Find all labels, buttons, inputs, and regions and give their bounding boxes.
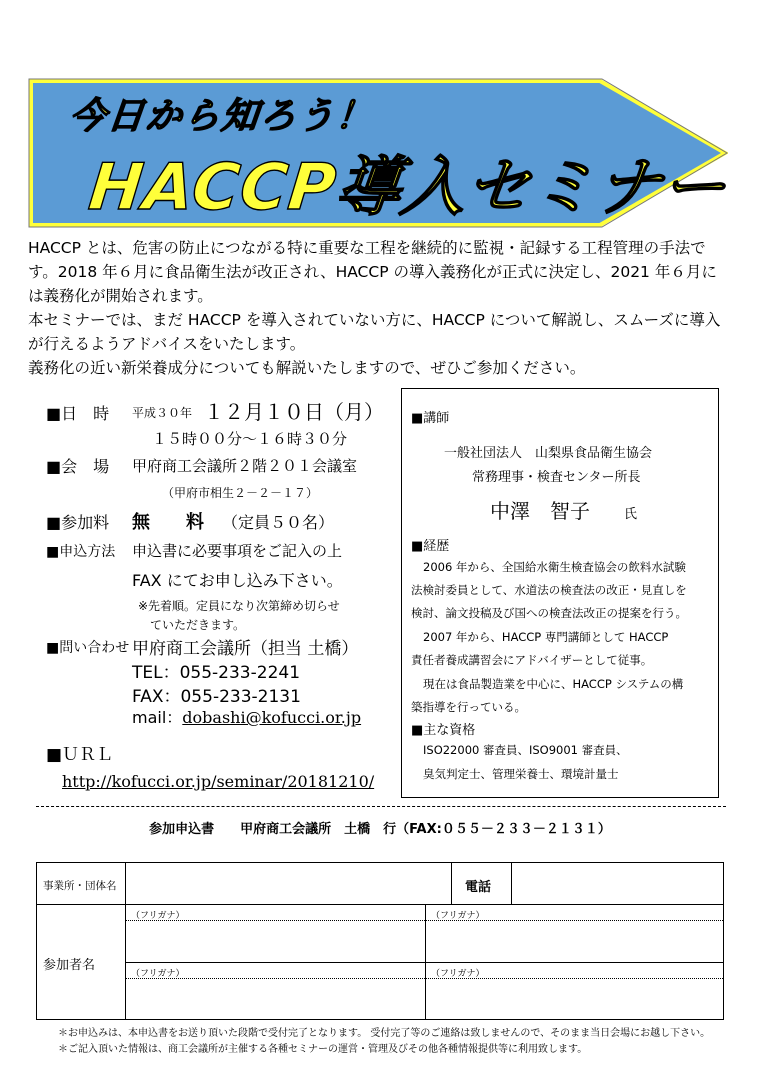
apply-label: ■申込方法 — [46, 544, 116, 560]
mail-link[interactable]: dobashi@kofucci.or.jp — [182, 708, 362, 727]
banner-title: HACCP導入セミナー — [85, 151, 731, 225]
furigana-divider — [125, 978, 723, 979]
career-line: 検討、論文投稿及び国への検査法改正の提案を行う。 — [411, 606, 687, 620]
contact-tel: TEL：055-233-2241 — [132, 663, 301, 683]
contact-org: 甲府商工会議所（担当 土橋） — [132, 639, 359, 659]
note-line: ＊お申込みは、本申込書をお送り頂いた段階で受付完了となります。 受付完了等のご連絡は致しませんので、そのまま当日会場にお越し下さい。 — [58, 1028, 711, 1039]
participant-name-input[interactable] — [429, 923, 719, 959]
intro-paragraph: 本セミナーでは、まだ HACCP を導入されていない方に、HACCP について解説し、スムーズに導入が行えるようアドバイスをいたします。 — [28, 311, 721, 353]
career-line: 法検討委員として、水道法の検査法の改正・見直しを — [411, 583, 687, 597]
career-line: 2006 年から、全国給水衛生検査協会の飲料水試験 — [423, 560, 686, 574]
form-title: 参加申込書 甲府商工会議所 土橋 行（FAX:０５５－２３３－２１３１） — [149, 822, 611, 837]
lecturer-honorific: 氏 — [624, 507, 638, 522]
form-notes — [58, 1026, 710, 1058]
date-value: １２月１０日（月） — [204, 400, 384, 424]
column-divider — [451, 863, 452, 904]
apply-note: ていただきます。 — [150, 618, 246, 632]
url-label: ■ＵＲＬ — [46, 745, 114, 765]
furigana-label: （フリガナ） — [131, 911, 185, 921]
org-input[interactable] — [129, 867, 447, 901]
furigana-divider — [125, 920, 723, 921]
lecturer-heading: ■講師 — [411, 411, 450, 426]
banner-subtitle: 今日から知ろう！ — [67, 96, 376, 137]
intro-paragraph: HACCP とは、危害の防止につながる特に重要な工程を継続的に監視・記録する工程管理の手法です。2018 年６月に食品衛生法が改正され、HACCP の導入義務化が正式に決定し、2021 年６月には義務化が開始されます。 — [28, 239, 717, 305]
intro-text — [28, 236, 728, 380]
intro-paragraph: 義務化の近い新栄養成分についても解説いたしますので、ぜひご参加ください。 — [28, 359, 586, 377]
note-line: ＊ご記入頂いた情報は、商工会議所が主催する各種セミナーの運営・管理及びその他各種情報提供等に利用致します。 — [58, 1044, 588, 1055]
furigana-label: （フリガナ） — [131, 969, 185, 979]
row-divider — [125, 962, 723, 963]
lecturer-box — [401, 388, 719, 798]
venue-label: ■会 場 — [46, 457, 110, 476]
apply-note: ※先着順。定員になり次第締め切らせ — [138, 599, 340, 613]
column-divider — [511, 863, 512, 904]
career-line: 責任者養成講習会にアドバイザーとして従事。 — [411, 653, 653, 667]
qualification-line: 臭気判定士、管理栄養士、環境計量士 — [423, 767, 619, 781]
furigana-label: （フリガナ） — [431, 969, 485, 979]
lecturer-name: 中澤 智子 — [490, 499, 590, 523]
row-divider — [37, 904, 723, 905]
phone-input[interactable] — [515, 867, 719, 901]
career-heading: ■経歴 — [411, 539, 450, 554]
org-label: 事業所・団体名 — [43, 880, 117, 892]
capacity-value: （定員５０名） — [222, 513, 335, 532]
apply-line1: 申込書に必要事項をご記入の上 — [132, 542, 343, 560]
qualification-line: ISO22000 審査員、ISO9001 審査員、 — [423, 743, 628, 757]
phone-label: 電話 — [465, 880, 492, 895]
date-era: 平成３０年 — [132, 406, 193, 420]
lecturer-position: 常務理事・検査センター所長 — [472, 470, 641, 485]
contact-fax: FAX：055-233-2131 — [132, 687, 301, 707]
cut-line — [36, 806, 726, 807]
venue-value: 甲府商工会議所２階２０１会議室 — [132, 457, 358, 475]
date-label: ■日 時 — [46, 404, 110, 423]
application-form-table — [36, 862, 724, 1020]
mail-prefix: mail： — [132, 708, 183, 727]
venue-address: （甲府市相生２－２－１７） — [162, 486, 319, 500]
career-line: 現在は食品製造業を中心に、HACCP システムの構 — [423, 677, 684, 691]
title-banner — [28, 78, 731, 228]
lecturer-org: 一般社団法人 山梨県食品衛生協会 — [444, 446, 653, 461]
url-link[interactable]: http://kofucci.or.jp/seminar/20181210/ — [62, 772, 375, 791]
apply-line2: FAX にてお申し込み下さい。 — [132, 571, 343, 590]
participant-name-input[interactable] — [129, 981, 421, 1015]
participant-label: 参加者名 — [43, 958, 96, 973]
contact-label: ■問い合わせ — [46, 640, 130, 656]
qualification-heading: ■主な資格 — [411, 723, 476, 738]
furigana-label: （フリガナ） — [431, 911, 485, 921]
contact-mail — [132, 705, 361, 728]
career-line: 築指導を行っている。 — [411, 700, 526, 714]
column-divider — [125, 863, 126, 1019]
career-line: 2007 年から、HACCP 専門講師として HACCP — [423, 630, 669, 644]
fee-value: 無 料 — [132, 512, 204, 533]
fee-label: ■参加料 — [46, 513, 110, 532]
participant-name-input[interactable] — [429, 981, 719, 1015]
time-value: １５時００分～１６時３０分 — [152, 430, 348, 448]
participant-name-input[interactable] — [129, 923, 421, 959]
